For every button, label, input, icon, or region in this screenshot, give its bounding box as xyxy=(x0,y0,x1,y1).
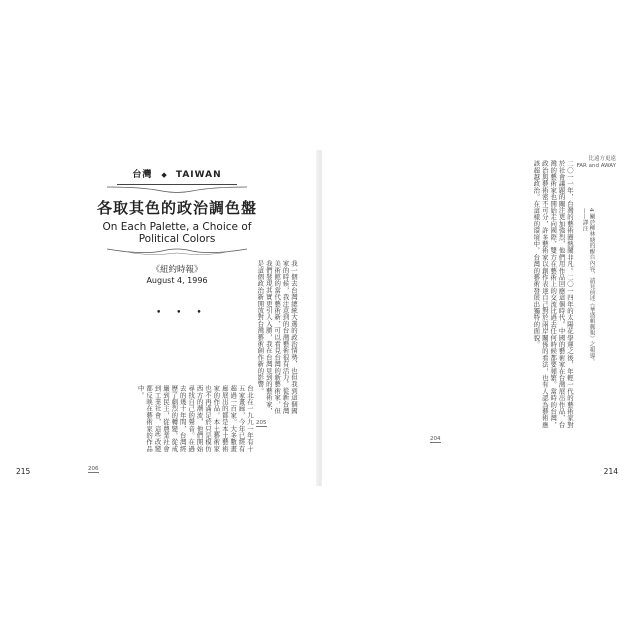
left-page xyxy=(8,150,318,486)
region-en: TAIWAN xyxy=(175,170,222,180)
publication-date: August 4, 1996 xyxy=(146,276,208,285)
body-text-lower: 台北在一九九一年有十五家畫廊，今年已經有超過一百家。大多數畫廊展出的都是本土藝術家的作品，本土藝術家也不再滿足於只是模仿西方的潮流，他們開始尋找自己的聲音。在過去的幾十年間，台灣經歷了劇烈的轉變，從戒嚴到民主，從農業社會到工業社會，這些改變都反映在藝術家的作品中。 xyxy=(136,385,254,452)
running-head-en: FAR and AWAY xyxy=(576,163,616,169)
region-label xyxy=(88,162,266,181)
body-text-main: 二〇一一年，台灣的藝術圈熱鬧非凡。二〇一四年的太陽花學運之後，年輕一代的藝術家對於社會議題的關注更加強烈，他們用作品回應這個時代。中國的藝術家在台灣展出作品，台灣的藝術家也開始走向國際，雙方在藝術上的交流比過去任何時候都要頻繁。當時的台灣，政治與藝術密不可分，許多藝術家以創作表達自己對於兩岸關係的看法，也有人認為藝術應該超越政治。在這樣的環境中，台灣的藝術發展出獨特的面貌。 xyxy=(532,160,574,428)
page-number-right: 214 xyxy=(603,467,618,476)
section-ornament: • • • xyxy=(156,308,208,318)
footnote: 4 關於柳林塘的醒台內容，請見前述《華盛頓郵報》之報導。——譯注 xyxy=(581,208,594,365)
running-head xyxy=(577,156,616,170)
cross-reference-mark: 204 xyxy=(430,436,441,442)
region-zh: 台灣 xyxy=(132,170,153,180)
chapter-title-zh: 各取其色的政治調色盤 xyxy=(96,199,257,217)
chapter-title-block xyxy=(88,162,266,285)
top-flourish-icon xyxy=(102,185,252,195)
source-publication: 《紐約時報》 xyxy=(151,265,203,275)
running-head-zh: 比遠方更遠 xyxy=(588,156,616,162)
page-number-left: 215 xyxy=(16,467,31,476)
body-text-upper: 我一個去台灣總統大選的政治情勢，也但我到這個國家的時候，我注意到的台灣藝術很有活力。從新台灣美術館的當代藝術新，可以看見台灣的新藝術家，但我們發現其實更引人入勝，我在台灣見到的藝術家，是這個政治新開放對台灣藝術創作新的影響。 xyxy=(256,260,298,415)
bottom-flourish-icon xyxy=(102,245,252,257)
chapter-title-en: On Each Palette, a Choice of Political Colors xyxy=(102,221,252,245)
diamond-icon: ◆ xyxy=(161,171,167,179)
cross-reference-mark: 205 xyxy=(256,420,267,426)
right-page xyxy=(322,150,632,486)
book-spread xyxy=(8,150,632,486)
cross-reference-mark: 206 xyxy=(88,466,99,472)
